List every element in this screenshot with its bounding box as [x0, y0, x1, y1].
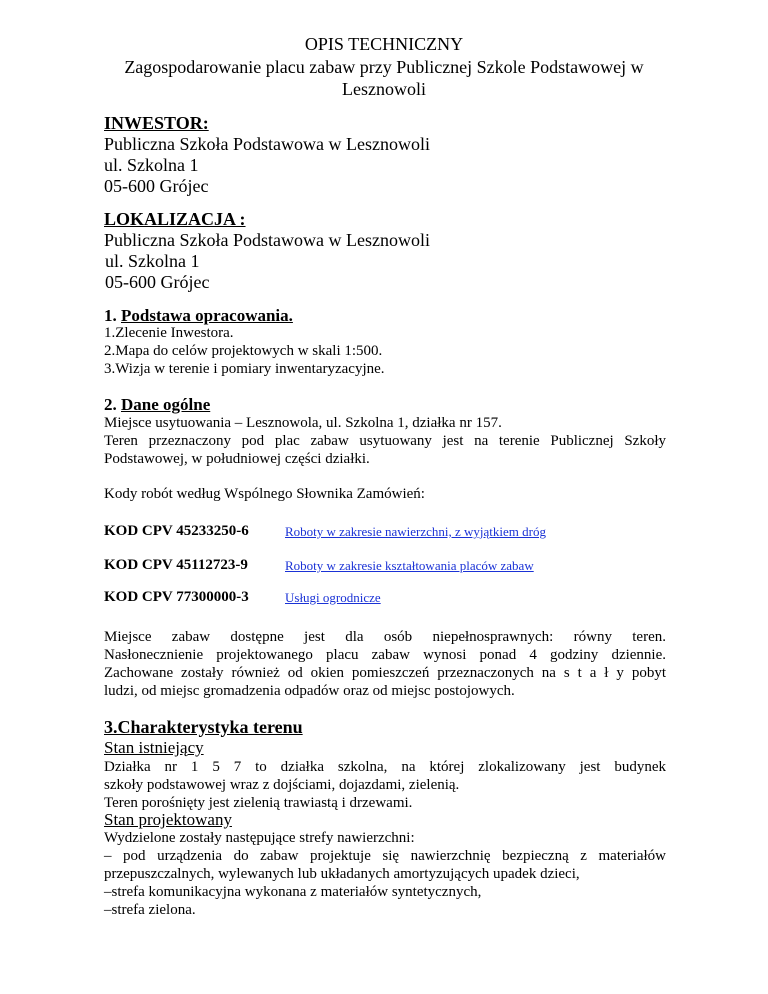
existing-line3: Teren porośnięty jest zielenią trawiastą i drzewami. — [104, 795, 413, 811]
document-subtitle-line1: Zagospodarowanie placu zabaw przy Publicznej Szkole Podstawowej w — [124, 57, 644, 77]
accessibility-line2: Nasłonecznienie projektowanego placu zabaw wynosi ponad 4 godziny dziennie. — [104, 647, 666, 663]
accessibility-line1: Miejsce zabaw dostępne jest dla osób niepełnosprawnych: równy teren. — [104, 629, 666, 645]
cpv-code-2: KOD CPV 45112723-9 — [104, 557, 248, 573]
section1-item-2: 2.Mapa do celów projektowych w skali 1:500. — [104, 343, 383, 359]
section2-title: Dane ogólne — [121, 395, 211, 414]
document-title: OPIS TECHNICZNY — [304, 34, 464, 54]
section1-heading — [104, 306, 293, 326]
investor-heading: INWESTOR: — [104, 113, 209, 133]
designed-bullet2: –strefa komunikacyjna wykonana z materiałów syntetycznych, — [104, 884, 482, 900]
section1-title: Podstawa opracowania. — [121, 306, 293, 325]
location-city: 05-600 Grójec — [105, 272, 210, 292]
existing-state-heading: Stan istniejący — [104, 738, 204, 757]
section3-heading: 3.Charakterystyka terenu — [104, 717, 303, 737]
cpv-link-3[interactable]: Usługi ogrodnicze — [285, 590, 381, 605]
designed-intro: Wydzielone zostały następujące strefy nawierzchni: — [104, 830, 415, 846]
accessibility-line3: Zachowane zostały również od okien pomieszczeń przeznaczonych na s t a ł y pobyt — [104, 665, 666, 681]
designed-bullet1-line1: – pod urządzenia do zabaw projektuje się nawierzchnię bezpieczną z materiałów — [104, 848, 666, 864]
location-street: ul. Szkolna 1 — [105, 251, 200, 271]
section2-line3: Podstawowej, w południowej części działki. — [104, 451, 370, 467]
investor-street: ul. Szkolna 1 — [104, 155, 199, 175]
investor-name: Publiczna Szkoła Podstawowa w Lesznowoli — [104, 134, 430, 154]
section2-line2: Teren przeznaczony pod plac zabaw usytuowany jest na terenie Publicznej Szkoły — [104, 433, 666, 449]
designed-state-heading: Stan projektowany — [104, 810, 232, 829]
location-name: Publiczna Szkoła Podstawowa w Lesznowoli — [104, 230, 430, 250]
accessibility-line4: ludzi, od miejsc gromadzenia odpadów oraz od miejsc postojowych. — [104, 683, 515, 699]
location-heading: LOKALIZACJA : — [104, 209, 246, 229]
cpv-link-2[interactable]: Roboty w zakresie kształtowania placów zabaw — [285, 558, 534, 573]
designed-bullet1-line2: przepuszczalnych, wylewanych lub układanych amortyzujących upadek dzieci, — [104, 866, 580, 882]
section2-number: 2. — [104, 395, 117, 414]
investor-city: 05-600 Grójec — [104, 176, 209, 196]
cpv-code-3: KOD CPV 77300000-3 — [104, 589, 249, 605]
cpv-link-1[interactable]: Roboty w zakresie nawierzchni, z wyjątkiem dróg — [285, 524, 546, 539]
section1-item-3: 3.Wizja w terenie i pomiary inwentaryzacyjne. — [104, 361, 385, 377]
cpv-code-1: KOD CPV 45233250-6 — [104, 523, 249, 539]
designed-bullet3: –strefa zielona. — [104, 902, 196, 918]
cpv-intro: Kody robót według Wspólnego Słownika Zamówień: — [104, 486, 425, 502]
section2-line1: Miejsce usytuowania – Lesznowola, ul. Szkolna 1, działka nr 157. — [104, 415, 502, 431]
section1-number: 1. — [104, 306, 117, 325]
section2-heading — [104, 395, 210, 415]
document-subtitle-line2: Lesznowoli — [342, 79, 426, 99]
existing-line1: Działka nr 1 5 7 to działka szkolna, na której zlokalizowany jest budynek — [104, 759, 666, 775]
existing-line2: szkoły podstawowej wraz z dojściami, dojazdami, zielenią. — [104, 777, 460, 793]
section1-item-1: 1.Zlecenie Inwestora. — [104, 325, 234, 341]
